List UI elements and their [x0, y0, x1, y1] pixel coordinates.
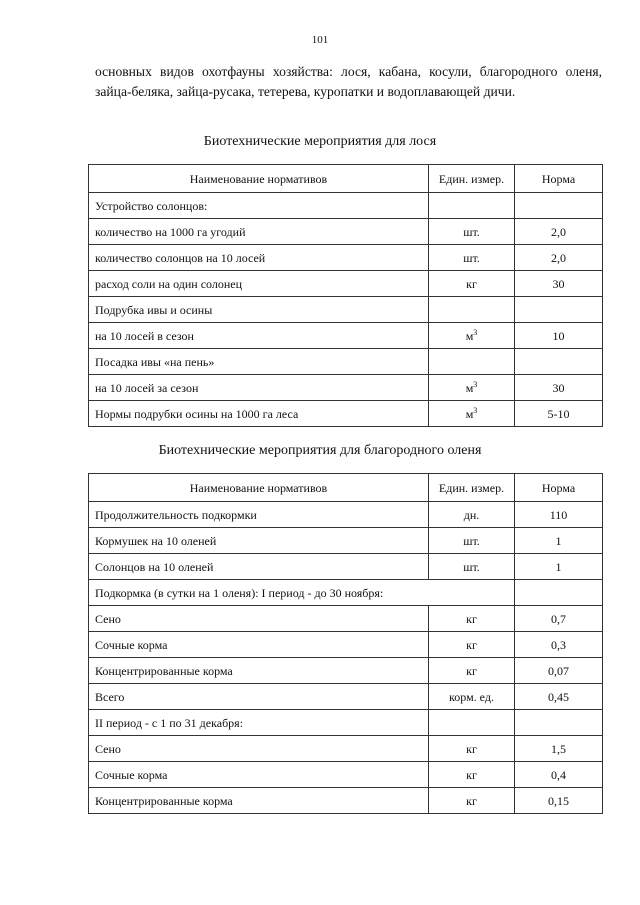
table-row [89, 632, 603, 658]
row-norm-cell: 10 [515, 323, 603, 349]
table-row [89, 554, 603, 580]
unit-text: кг [466, 793, 477, 808]
table-row [89, 297, 603, 323]
row-unit-cell [429, 375, 515, 401]
unit-text: корм. ед. [449, 689, 494, 704]
row-name-cell: Концентрированные корма [89, 658, 429, 684]
row-unit-cell [429, 736, 515, 762]
table-row [89, 271, 603, 297]
row-unit-cell [429, 606, 515, 632]
row-norm-cell: 0,7 [515, 606, 603, 632]
row-norm-cell: 1,5 [515, 736, 603, 762]
row-name-cell: Нормы подрубки осины на 1000 га леса [89, 401, 429, 427]
table-row [89, 528, 603, 554]
table-row [89, 710, 603, 736]
row-unit-cell [429, 658, 515, 684]
header-unit: Един. измер. [429, 474, 515, 502]
row-unit-cell [429, 349, 515, 375]
row-norm-cell [515, 710, 603, 736]
row-unit-cell [429, 502, 515, 528]
table-row [89, 684, 603, 710]
row-unit-cell [429, 193, 515, 219]
row-name-cell: количество солонцов на 10 лосей [89, 245, 429, 271]
row-unit-cell [429, 762, 515, 788]
unit-text: шт. [463, 250, 480, 265]
unit-text: шт. [463, 224, 480, 239]
row-name-cell: количество на 1000 га угодий [89, 219, 429, 245]
row-unit-cell [429, 401, 515, 427]
row-unit-cell [429, 788, 515, 814]
row-norm-cell: 1 [515, 528, 603, 554]
table-row [89, 736, 603, 762]
row-unit-cell [429, 554, 515, 580]
row-unit-cell [429, 297, 515, 323]
page-number: 101 [311, 34, 329, 46]
row-norm-cell: 30 [515, 375, 603, 401]
table-row [89, 401, 603, 427]
row-norm-cell: 5-10 [515, 401, 603, 427]
unit-superscript: 3 [473, 379, 478, 389]
row-name-cell: Сено [89, 736, 429, 762]
row-unit-cell [429, 323, 515, 349]
row-unit-cell [429, 710, 515, 736]
header-name: Наименование нормативов [89, 165, 429, 193]
row-unit-cell [429, 632, 515, 658]
unit-text: м [465, 328, 474, 343]
unit-text: кг [466, 767, 477, 782]
table-row [89, 375, 603, 401]
header-norm: Норма [515, 165, 603, 193]
row-name-cell: на 10 лосей в сезон [89, 323, 429, 349]
unit-text: кг [466, 611, 477, 626]
moose-table-title: Биотехнические мероприятия для лося [203, 134, 437, 149]
row-norm-cell: 0,3 [515, 632, 603, 658]
table-row [89, 323, 603, 349]
table-row [89, 658, 603, 684]
intro-paragraph: основных видов охотфауны хозяйства: лося, кабана, косули, благородного оленя, зайца-беляка, зайца-русака, тетерева, куропатки и водоплавающей дичи. [95, 64, 602, 99]
row-unit-cell [429, 219, 515, 245]
row-name-cell: на 10 лосей за сезон [89, 375, 429, 401]
deer-table-title: Биотехнические мероприятия для благородного оленя [158, 443, 482, 458]
unit-text: м [465, 380, 474, 395]
row-norm-cell: 30 [515, 271, 603, 297]
row-name-cell: Солонцов на 10 оленей [89, 554, 429, 580]
header-norm: Норма [515, 474, 603, 502]
row-name-cell: Посадка ивы «на пень» [89, 349, 429, 375]
table-row [89, 349, 603, 375]
row-norm-cell [515, 193, 603, 219]
header-name: Наименование нормативов [89, 474, 429, 502]
row-norm-cell: 0,15 [515, 788, 603, 814]
row-norm-cell [515, 580, 603, 606]
row-name-cell: Всего [89, 684, 429, 710]
row-name-cell: Подкормка (в сутки на 1 оленя): I период - до 30 ноября: [89, 580, 515, 606]
unit-text: кг [466, 741, 477, 756]
unit-text: шт. [463, 559, 480, 574]
row-name-cell: Устройство солонцов: [89, 193, 429, 219]
row-unit-cell [429, 245, 515, 271]
unit-text: шт. [463, 533, 480, 548]
table-row [89, 245, 603, 271]
row-name-cell: Концентрированные корма [89, 788, 429, 814]
table-row [89, 193, 603, 219]
row-norm-cell: 0,4 [515, 762, 603, 788]
unit-text: кг [466, 276, 477, 291]
table-row [89, 219, 603, 245]
row-norm-cell: 2,0 [515, 245, 603, 271]
row-norm-cell: 0,45 [515, 684, 603, 710]
row-name-cell: расход соли на один солонец [89, 271, 429, 297]
row-norm-cell: 2,0 [515, 219, 603, 245]
row-name-cell: Сочные корма [89, 762, 429, 788]
row-unit-cell [429, 528, 515, 554]
red-deer-measures-table [88, 473, 603, 814]
unit-superscript: 3 [473, 327, 478, 337]
row-name-cell: Подрубка ивы и осины [89, 297, 429, 323]
row-unit-cell [429, 271, 515, 297]
unit-superscript: 3 [473, 405, 478, 415]
row-norm-cell: 110 [515, 502, 603, 528]
row-name-cell: Продолжительность подкормки [89, 502, 429, 528]
unit-text: кг [466, 637, 477, 652]
unit-text: м [465, 406, 474, 421]
header-unit: Един. измер. [429, 165, 515, 193]
row-norm-cell: 0,07 [515, 658, 603, 684]
table-row [89, 762, 603, 788]
row-name-cell: Сочные корма [89, 632, 429, 658]
table-header-row [89, 165, 603, 193]
moose-measures-table [88, 164, 603, 427]
table-row [89, 606, 603, 632]
row-name-cell: II период - с 1 по 31 декабря: [89, 710, 429, 736]
row-norm-cell: 1 [515, 554, 603, 580]
unit-text: дн. [463, 507, 480, 522]
row-norm-cell [515, 349, 603, 375]
row-name-cell: Сено [89, 606, 429, 632]
unit-text: кг [466, 663, 477, 678]
table-row [89, 580, 603, 606]
table-header-row [89, 474, 603, 502]
row-name-cell: Кормушек на 10 оленей [89, 528, 429, 554]
row-unit-cell [429, 684, 515, 710]
row-norm-cell [515, 297, 603, 323]
table-row [89, 788, 603, 814]
table-row [89, 502, 603, 528]
